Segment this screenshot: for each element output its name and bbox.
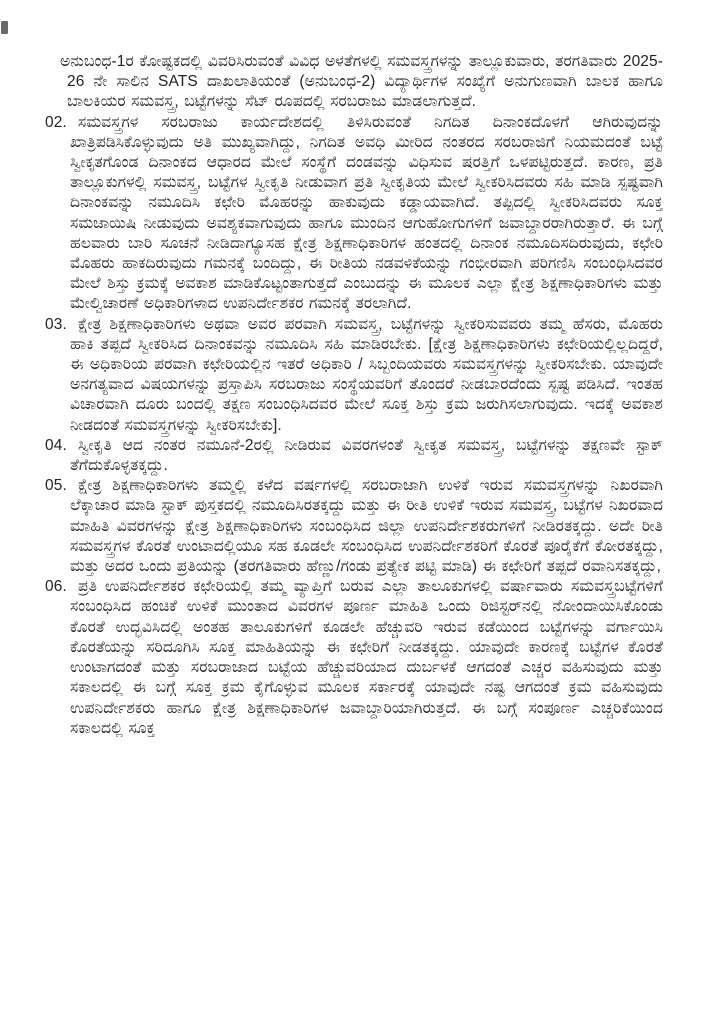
paragraph <box>47 315 663 436</box>
paragraph <box>47 476 663 577</box>
paragraph <box>47 52 663 113</box>
paragraph <box>47 113 663 315</box>
document-body <box>47 52 663 739</box>
scan-artifact-mark <box>1 21 8 34</box>
paragraph-text: ಕ್ಷೇತ್ರ ಶಿಕ್ಷಣಾಧಿಕಾರಿಗಳು ಅಥವಾ ಅವರ ಪರವಾಗಿ ಸಮವಸ್ತ್ರ, ಬಟ್ಟೆಗಳನ್ನು ಸ್ವೀಕರಿಸುವವರು ತಮ್ಮ ಹೆಸರು, ಮೊಹರು ಹಾಕಿ ತಪ್ಪದೆ ಸ್ವೀಕರಿಸಿದ ದಿನಾಂಕವನ್ನು ನಮೂದಿಸಿ ಸಹಿ ಮಾಡಿರಬೇಕು. [ಕ್ಷೇತ್ರ ಶಿಕ್ಷಣಾಧಿಕಾರಿಗಳು ಕಛೇರಿಯಲ್ಲಿಲ್ಲದಿದ್ದರೆ, ಈ ಅಧಿಕಾರಿಯ ಪರವಾಗಿ ಕಛೇರಿಯಲ್ಲಿನ ಇತರೆ ಅಧಿಕಾರಿ / ಸಿಬ್ಬಂದಿಯವರು ಸಮವಸ್ತ್ರಗಳನ್ನು ಸ್ವೀಕರಿಸಬೇಕು. ಯಾವುದೇ ಅನಗತ್ಯವಾದ ವಿಷಯಗಳನ್ನು ಪ್ರಸ್ತಾಪಿಸಿ ಸರಬರಾಜು ಸಂಸ್ಥೆಯವರಿಗೆ ತೊಂದರೆ ನೀಡಬಾರದೆಂದು ಸ್ಪಷ್ಟ ಪಡಿಸಿದೆ. ಇಂತಹ ವಿಚಾರವಾಗಿ ದೂರು ಬಂದಲ್ಲಿ ತಕ್ಷಣ ಸಂಬಂಧಿಸಿದವರ ಮೇಲೆ ಸೂಕ್ತ ಶಿಸ್ತು ಕ್ರಮ ಜರುಗಿಸಲಾಗುವುದು. ಇದಕ್ಕೆ ಅವಕಾಶ ನೀಡದಂತೆ ಸಮವಸ್ತ್ರಗಳನ್ನು ಸ್ವೀಕರಿಸಬೇಕು]. <box>70 315 663 434</box>
paragraph-number: 06. <box>45 578 67 596</box>
paragraph-number: 03. <box>45 315 67 333</box>
paragraph <box>47 436 663 476</box>
paragraph-text: ಕ್ಷೇತ್ರ ಶಿಕ್ಷಣಾಧಿಕಾರಿಗಳು ತಮ್ಮಲ್ಲಿ ಕಳೆದ ವರ್ಷಗಳಲ್ಲಿ ಸರಬರಾಜಾಗಿ ಉಳಿಕೆ ಇರುವ ಸಮವಸ್ತ್ರಗಳನ್ನು ನಿಖರವಾಗಿ ಲೆಕ್ಕಾಚಾರ ಮಾಡಿ ಸ್ಟಾಕ್ ಪುಸ್ತಕದಲ್ಲಿ ನಮೂದಿಸಿರತಕ್ಕದ್ದು ಮತ್ತು ಈ ರೀತಿ ಉಳಿಕೆ ಇರುವ ಸಮವಸ್ತ್ರ, ಬಟ್ಟೆಗಳ ನಿಖರವಾದ ಮಾಹಿತಿ ವಿವರಗಳನ್ನು ಕ್ಷೇತ್ರ ಶಿಕ್ಷಣಾಧಿಕಾರಿಗಳು ಸಂಬಂಧಿಸಿದ ಜಿಲ್ಲಾ ಉಪನಿರ್ದೇಶಕರುಗಳಿಗೆ ನೀಡಿರತಕ್ಕದ್ದು. ಅದೇ ರೀತಿ ಸಮವಸ್ತ್ರಗಳ ಕೊರತೆ ಉಂಟಾದಲ್ಲಿಯೂ ಸಹ ಕೂಡಲೇ ಸಂಬಂಧಿಸಿದ ಉಪನಿರ್ದೇಶಕರಿಗೆ ಕೊರತೆ ಪೂರೈಕೆಗೆ ಕೋರತಕ್ಕದ್ದು, ಮತ್ತು ಅದರ ಒಂದು ಪ್ರತಿಯನ್ನು (ತರಗತಿವಾರು ಹೆಣ್ಣು/ಗಂಡು ಪ್ರತ್ಯೇಕ ಪಟ್ಟಿ ಮಾಡಿ) ಈ ಕಛೇರಿಗೆ ತಪ್ಪದೆ ರವಾನಿಸತಕ್ಕದ್ದು, <box>70 477 663 576</box>
paragraph-number: 02. <box>45 113 67 131</box>
paragraph-text: ಸಮವಸ್ತ್ರಗಳ ಸರಬರಾಜು ಕಾರ್ಯದೇಶದಲ್ಲಿ ತಿಳಿಸಿರುವಂತೆ ನಿಗದಿತ ದಿನಾಂಕದೊಳಗೆ ಆಗಿರುವುದನ್ನು ಖಾತ್ರಿಪಡಿಸಿಕೊಳ್ಳುವುದು ಅತಿ ಮುಖ್ಯವಾಗಿದ್ದು, ನಿಗದಿತ ಅವಧಿ ಮೀರಿದ ನಂತರದ ಸರಬರಾಜಿಗೆ ನಿಯಮದಂತೆ ಬಟ್ಟೆ ಸ್ವೀಕೃತಗೊಂಡ ದಿನಾಂಕದ ಆಧಾರದ ಮೇಲೆ ಸಂಸ್ಥೆಗೆ ದಂಡವನ್ನು ವಿಧಿಸುವ ಷರತ್ತಿಗೆ ಒಳಪಟ್ಟಿರುತ್ತದೆ. ಕಾರಣ, ಪ್ರತಿ ತಾಲ್ಲೂಕುಗಳಲ್ಲಿ ಸಮವಸ್ತ್ರ, ಬಟ್ಟೆಗಳ ಸ್ವೀಕೃತಿ ನೀಡುವಾಗ ಪ್ರತಿ ಸ್ವೀಕೃತಿಯ ಮೇಲೆ ಸ್ವೀಕರಿಸಿದವರು ಸಹಿ ಮಾಡಿ ಸ್ಪಷ್ಟವಾಗಿ ದಿನಾಂಕವನ್ನು ನಮೂದಿಸಿ ಕಛೇರಿ ಮೊಹರನ್ನು ಹಾಕುವುದು ಕಡ್ಡಾಯವಾಗಿದೆ. ತಪ್ಪಿದಲ್ಲಿ ಸ್ವೀಕರಿಸಿದವರು ಸೂಕ್ತ ಸಮಜಾಯಿಷಿ ನೀಡುವುದು ಅವಶ್ಯಕವಾಗುವುದು ಹಾಗೂ ಮುಂದಿನ ಆಗುಹೋಗುಗಳಿಗೆ ಜವಾಬ್ದಾರರಾಗಿರುತ್ತಾರೆ. ಈ ಬಗ್ಗೆ ಹಲವಾರು ಬಾರಿ ಸೂಚನೆ ನೀಡಿದಾಗ್ಯೂಸಹ ಕ್ಷೇತ್ರ ಶಿಕ್ಷಣಾಧಿಕಾರಿಗಳ ಹಂತದಲ್ಲಿ ದಿನಾಂಕ ನಮೂದಿಸದಿರುವುದು, ಕಛೇರಿ ಮೊಹರು ಹಾಕದಿರುವುದು ಗಮನಕ್ಕೆ ಬಂದಿದ್ದು, ಈ ರೀತಿಯ ನಡವಳಿಕೆಯನ್ನು ಗಂಭೀರವಾಗಿ ಪರಿಗಣಿಸಿ ಸಂಬಂಧಿಸಿದವರ ಮೇಲೆ ಶಿಸ್ತು ಕ್ರಮಕ್ಕೆ ಅವಕಾಶ ಮಾಡಿಕೊಟ್ಟಂತಾಗುತ್ತದೆ ಎಂಬುದನ್ನು ಈ ಮೂಲಕ ಎಲ್ಲಾ ಕ್ಷೇತ್ರ ಶಿಕ್ಷಣಾಧಿಕಾರಿಗಳು ಮತ್ತು ಮೇಲ್ವಿಚಾರಣೆ ಅಧಿಕಾರಿಗಳಾದ ಉಪನಿರ್ದೇಶಕರ ಗಮನಕ್ಕೆ ತರಲಾಗಿದೆ. <box>70 113 663 313</box>
paragraph-text: ಸ್ವೀಕೃತಿ ಆದ ನಂತರ ನಮೂನೆ-2ರಲ್ಲಿ ನೀಡಿರುವ ವಿವರಗಳಂತೆ ಸ್ವೀಕೃತ ಸಮವಸ್ತ್ರ, ಬಟ್ಟೆಗಳನ್ನು ತಕ್ಷಣವೇ ಸ್ಟಾಕ್ ತೆಗೆದುಕೊಳ್ಳತಕ್ಕದ್ದು. <box>70 436 663 475</box>
paragraph-number: 05. <box>45 477 67 495</box>
paragraph-text: ಅನುಬಂಧ-1ರ ಕೋಷ್ಟಕದಲ್ಲಿ ವಿವರಿಸಿರುವಂತೆ ವಿವಿಧ ಅಳತೆಗಳಲ್ಲಿ ಸಮವಸ್ತ್ರಗಳನ್ನು ತಾಲ್ಲೂಕುವಾರು, ತರಗತಿವಾರು 2025-26 ನೇ ಸಾಲಿನ SATS ದಾಖಲಾತಿಯಂತೆ (ಅನುಬಂಧ-2) ವಿದ್ಯಾರ್ಥಿಗಳ ಸಂಖ್ಯೆಗೆ ಅನುಗುಣವಾಗಿ ಬಾಲಕ ಹಾಗೂ ಬಾಲಕಿಯರ ಸಮವಸ್ತ್ರ, ಬಟ್ಟೆಗಳನ್ನು ಸೆಟ್ ರೂಪದಲ್ಲಿ ಸರಬರಾಜು ಮಾಡಲಾಗುತ್ತದೆ. <box>60 53 663 111</box>
paragraph-text: ಪ್ರತಿ ಉಪನಿರ್ದೇಶಕರ ಕಛೇರಿಯಲ್ಲಿ ತಮ್ಮ ವ್ಯಾಪ್ತಿಗೆ ಬರುವ ಎಲ್ಲಾ ತಾಲೂಕುಗಳಲ್ಲಿ ವರ್ಷಾವಾರು ಸಮವಸ್ತ್ರಬಟ್ಟೆಗಳಿಗೆ ಸಂಬಂಧಿಸಿದ ಹಂಚಿಕೆ ಉಳಿಕೆ ಮುಂತಾದ ವಿವರಗಳ ಪೂರ್ಣ ಮಾಹಿತಿ ಒಂದು ರಿಜಿಸ್ಟರ್‌ನಲ್ಲಿ ನೋಂದಾಯಿಸಿಕೊಂಡು ಕೊರತೆ ಉದ್ಭವಿಸಿದಲ್ಲಿ ಅಂತಹ ತಾಲೂಕುಗಳಿಗೆ ಕೂಡಲೇ ಹೆಚ್ಚುವರಿ ಇರುವ ಕಡೆಯಿಂದ ಬಟ್ಟೆಗಳನ್ನು ವರ್ಗಾಯಿಸಿ ಕೊರತೆಯನ್ನು ಸರಿದೂಗಿಸಿ ಸೂಕ್ತ ಮಾಹಿತಿಯನ್ನು ಈ ಕಛೇರಿಗೆ ನೀಡತಕ್ಕದ್ದು. ಯಾವುದೇ ಕಾರಣಕ್ಕೆ ಬಟ್ಟೆಗಳ ಕೊರತೆ ಉಂಟಾಗದಂತೆ ಮತ್ತು ಸರಬರಾಜಾದ ಬಟ್ಟೆಯ ಹೆಚ್ಚುವರಿಯಾದ ದುರ್ಬಳಕೆ ಆಗದಂತೆ ಎಚ್ಚರ ವಹಿಸುವುದು ಮತ್ತು ಸಕಾಲದಲ್ಲಿ ಈ ಬಗ್ಗೆ ಸೂಕ್ತ ಕ್ರಮ ಕೈಗೊಳ್ಳುವ ಮೂಲಕ ಸರ್ಕಾರಕ್ಕೆ ಯಾವುದೇ ನಷ್ಟ ಆಗದಂತೆ ಕ್ರಮ ವಹಿಸುವುದು ಉಪನಿರ್ದೇಶಕರು ಹಾಗೂ ಕ್ಷೇತ್ರ ಶಿಕ್ಷಣಾಧಿಕಾರಿಗಳ ಜವಾಬ್ದಾರಿಯಾಗಿರುತ್ತದೆ. ಈ ಬಗ್ಗೆ ಸಂಪೂರ್ಣ ಎಚ್ಚರಿಕೆಯಿಂದ ಸಕಾಲದಲ್ಲಿ ಸೂಕ್ತ <box>70 578 663 737</box>
paragraph-number: 04. <box>45 436 67 454</box>
paragraph <box>47 577 663 739</box>
